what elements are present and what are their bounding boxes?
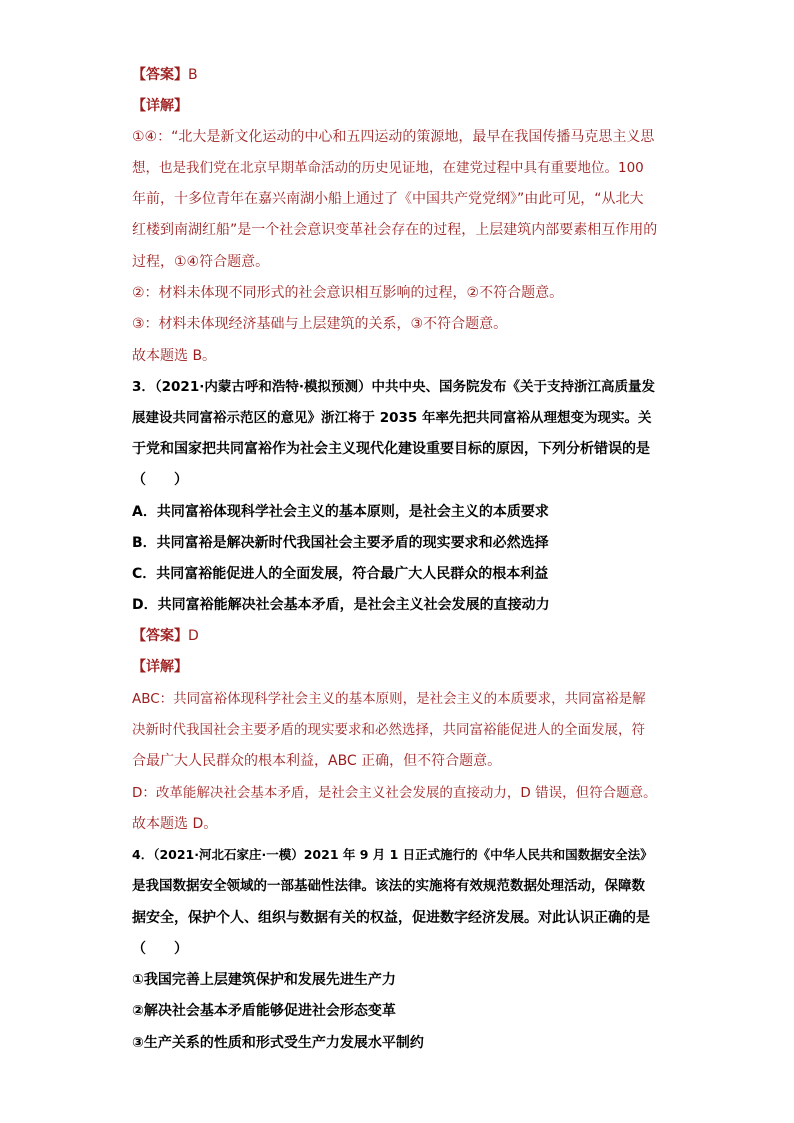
answer-line [132,65,198,85]
option-d: D．共同富裕能解决社会基本矛盾，是社会主义社会发展的直接动力 [132,597,550,613]
question-stem-line: 是我国数据安全领域的一部基础性法律。该法的实施将有效规范数据处理活动，保障数 [132,878,645,894]
explanation-line: 合最广大人民群众的根本利益，ABC 正确，但不符合题意。 [132,753,502,769]
question-stem-line: 3．（2021·内蒙古呼和浩特·模拟预测）中共中央、国务院发布《关于支持浙江高质量发 [132,379,655,395]
question-stem-line: 展建设共同富裕示范区的意见》浙江将于 2035 年率先把共同富裕从理想变为现实。关 [132,410,652,426]
question-stem-line: （ ） [132,472,188,488]
explanation-line: 年前，十多位青年在嘉兴南湖小船上通过了《中国共产党党纲》”由此可见，“从北大 [132,191,644,207]
explanation-line: 故本题选 B。 [132,348,217,364]
explanation-line: D：改革能解决社会基本矛盾，是社会主义社会发展的直接动力，D 错误，但符合题意。 [132,785,657,801]
detail-label: 【详解】 [132,659,188,675]
answer-value: D [188,628,199,644]
explanation-line: ②：材料未体现不同形式的社会意识相互影响的过程，②不符合题意。 [132,285,564,301]
explanation-line: 想，也是我们党在北京早期革命活动的历史见证地，在建党过程中具有重要地位。100 [132,160,644,176]
answer-line [132,626,199,646]
option-c: C．共同富裕能促进人的全面发展，符合最广大人民群众的根本利益 [132,566,549,582]
answer-value: B [188,67,198,83]
option-1: ①我国完善上层建筑保护和发展先进生产力 [132,972,396,988]
explanation-line: 过程，①④符合题意。 [132,254,270,270]
option-2: ②解决社会基本矛盾能够促进社会形态变革 [132,1003,396,1019]
option-a: A．共同富裕体现科学社会主义的基本原则，是社会主义的本质要求 [132,504,549,520]
question-stem-line: 据安全，保护个人、组织与数据有关的权益，促进数字经济发展。对此认识正确的是 [132,910,650,926]
explanation-line: 故本题选 D。 [132,816,218,832]
option-b: B．共同富裕是解决新时代我国社会主要矛盾的现实要求和必然选择 [132,535,549,551]
explanation-line: ABC：共同富裕体现科学社会主义的基本原则，是社会主义的本质要求，共同富裕是解 [132,691,646,707]
question-stem-line: 4．（2021·河北石家庄·一模）2021 年 9 月 1 日正式施行的《中华人民共和国数据安全法》 [132,847,653,862]
explanation-line: ③：材料未体现经济基础与上层建筑的关系，③不符合题意。 [132,316,508,332]
question-stem-line: 于党和国家把共同富裕作为社会主义现代化建设重要目标的原因，下列分析错误的是 [132,441,650,457]
option-3: ③生产关系的性质和形式受生产力发展水平制约 [132,1035,424,1051]
answer-label: 【答案】 [132,67,188,83]
question-stem-line: （ ） [132,941,188,957]
explanation-line: ①④：“北大是新文化运动的中心和五四运动的策源地，最早在我国传播马克思主义思 [132,129,655,145]
explanation-line: 红楼到南湖红船”是一个社会意识变革社会存在的过程，上层建筑内部要素相互作用的 [132,222,658,238]
answer-label: 【答案】 [132,628,188,644]
explanation-line: 决新时代我国社会主要矛盾的现实要求和必然选择，共同富裕能促进人的全面发展，符 [132,722,645,738]
detail-label: 【详解】 [132,98,188,114]
